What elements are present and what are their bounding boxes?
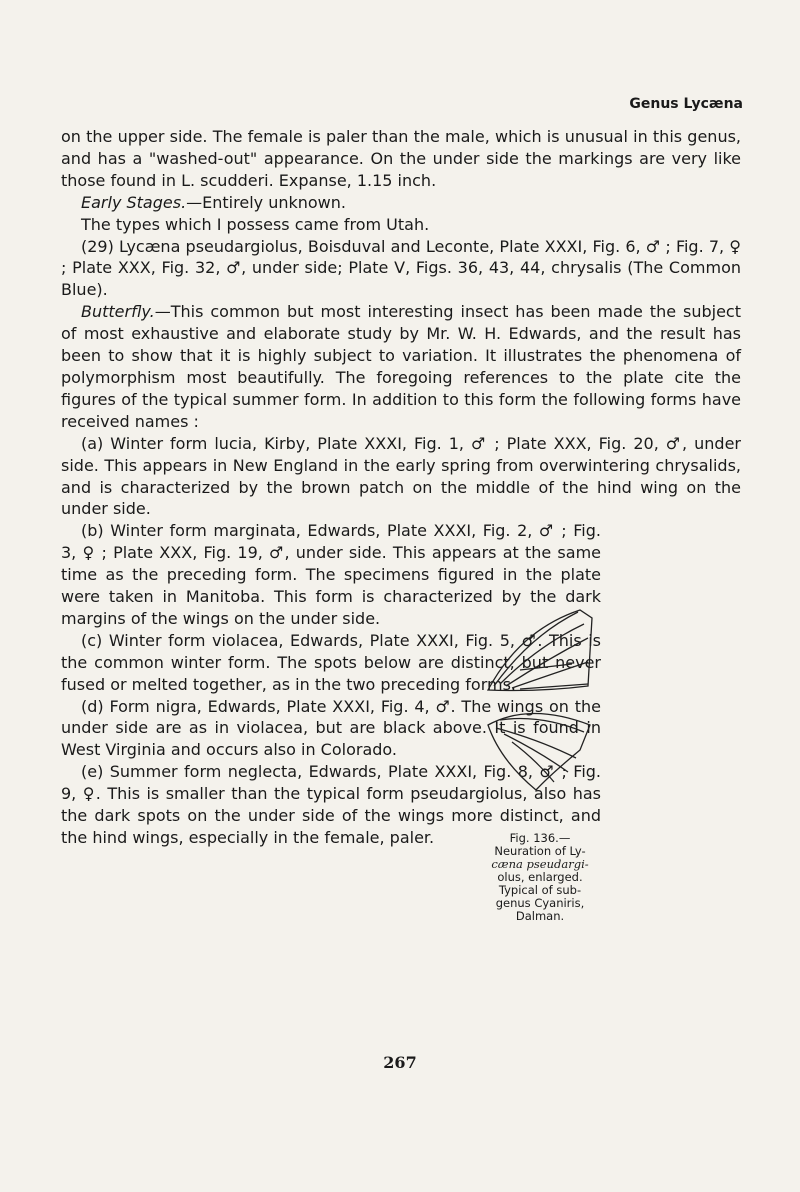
paragraph: (29) Lycæna pseudargiolus, Boisduval and Leconte, Plate XXXI, Fig. 6, ♂ ; Fig. 7, ♀ ; Plate XXX, Fig. 32, ♂, under side; Plate V, Figs. 36, 43, 44, chrysalis (The Common Blue). bbox=[61, 236, 741, 300]
caption-line: genus Cyaniris, bbox=[495, 896, 585, 910]
paragraph: (b) Winter form marginata, Edwards, Plate XXXI, Fig. 2, ♂ ; Fig. 3, ♀ ; Plate XXX, Fig. 19, ♂, under side. This appears at the same time as the preceding form. The specimens figured in the plate were taken in Manitoba. This form is characterized by the dark margins of the wings on the under side. bbox=[61, 521, 601, 628]
caption-line: Dalman. bbox=[515, 909, 565, 923]
caption-line: olus, enlarged. bbox=[497, 870, 583, 884]
caption-line: Typical of sub- bbox=[498, 883, 582, 897]
caption-line: cæna pseudargi- bbox=[491, 857, 589, 871]
paragraph: (a) Winter form lucia, Kirby, Plate XXXI, Fig. 1, ♂ ; Plate XXX, Fig. 20, ♂, under side. This appears in New England in the early spring from overwintering chrysalids, and is characterized by the brown patch on the middle of the hind wing on the under side. bbox=[61, 433, 741, 519]
caption-lead: Fig. 136.— bbox=[509, 831, 571, 845]
paragraph: on the upper side. The female is paler than the male, which is unusual in this genus, and has a "washed-out" appearance. On the under side the markings are very like those found in L. scudderi. Expanse, 1.15 inch. bbox=[61, 127, 741, 190]
paragraph: (c) Winter form violacea, Edwards, Plate XXXI, Fig. 5, ♂. This is the common winter form. The spots below are distinct, but never fused or melted together, as in the two preceding forms. bbox=[61, 630, 601, 694]
paragraph: The types which I possess came from Utah. bbox=[81, 214, 430, 234]
figure-caption bbox=[480, 832, 600, 923]
wing-venation-illustration bbox=[480, 590, 600, 830]
paragraph: Butterfly.—This common but most interesting insect has been made the subject of most exhaustive and elaborate study by Mr. W. H. Edwards, and the result has been to show that it is highly subject to variation. It illustrates the phenomena of polymorphism most beautifully. The foregoing references to the plate cite the figures of the typical summer form. In addition to this form the following forms have received names : bbox=[61, 302, 741, 431]
neuration-figure bbox=[480, 590, 600, 834]
paragraph: (e) Summer form neglecta, Edwards, Plate XXXI, Fig. 8, ♂ ; Fig. 9, ♀. This is smaller than the typical form pseudargiolus, also has the dark spots on the under side of the wings more distinct, and the hind wings, especially in the female, paler. bbox=[61, 762, 601, 847]
body-text bbox=[61, 126, 741, 900]
paragraph: (d) Form nigra, Edwards, Plate XXXI, Fig. 4, ♂. The wings on the under side are as in violacea, but are black above. It is found in West Virginia and occurs also in Colorado. bbox=[61, 696, 601, 760]
paragraph: Early Stages.—Entirely unknown. bbox=[81, 192, 346, 212]
section-label: Butterfly. bbox=[81, 302, 155, 322]
page-number: 267 bbox=[383, 1053, 417, 1072]
section-label: Early Stages. bbox=[81, 192, 187, 212]
running-header: Genus Lycæna bbox=[629, 96, 743, 112]
caption-line: Neuration of Ly- bbox=[494, 844, 586, 858]
